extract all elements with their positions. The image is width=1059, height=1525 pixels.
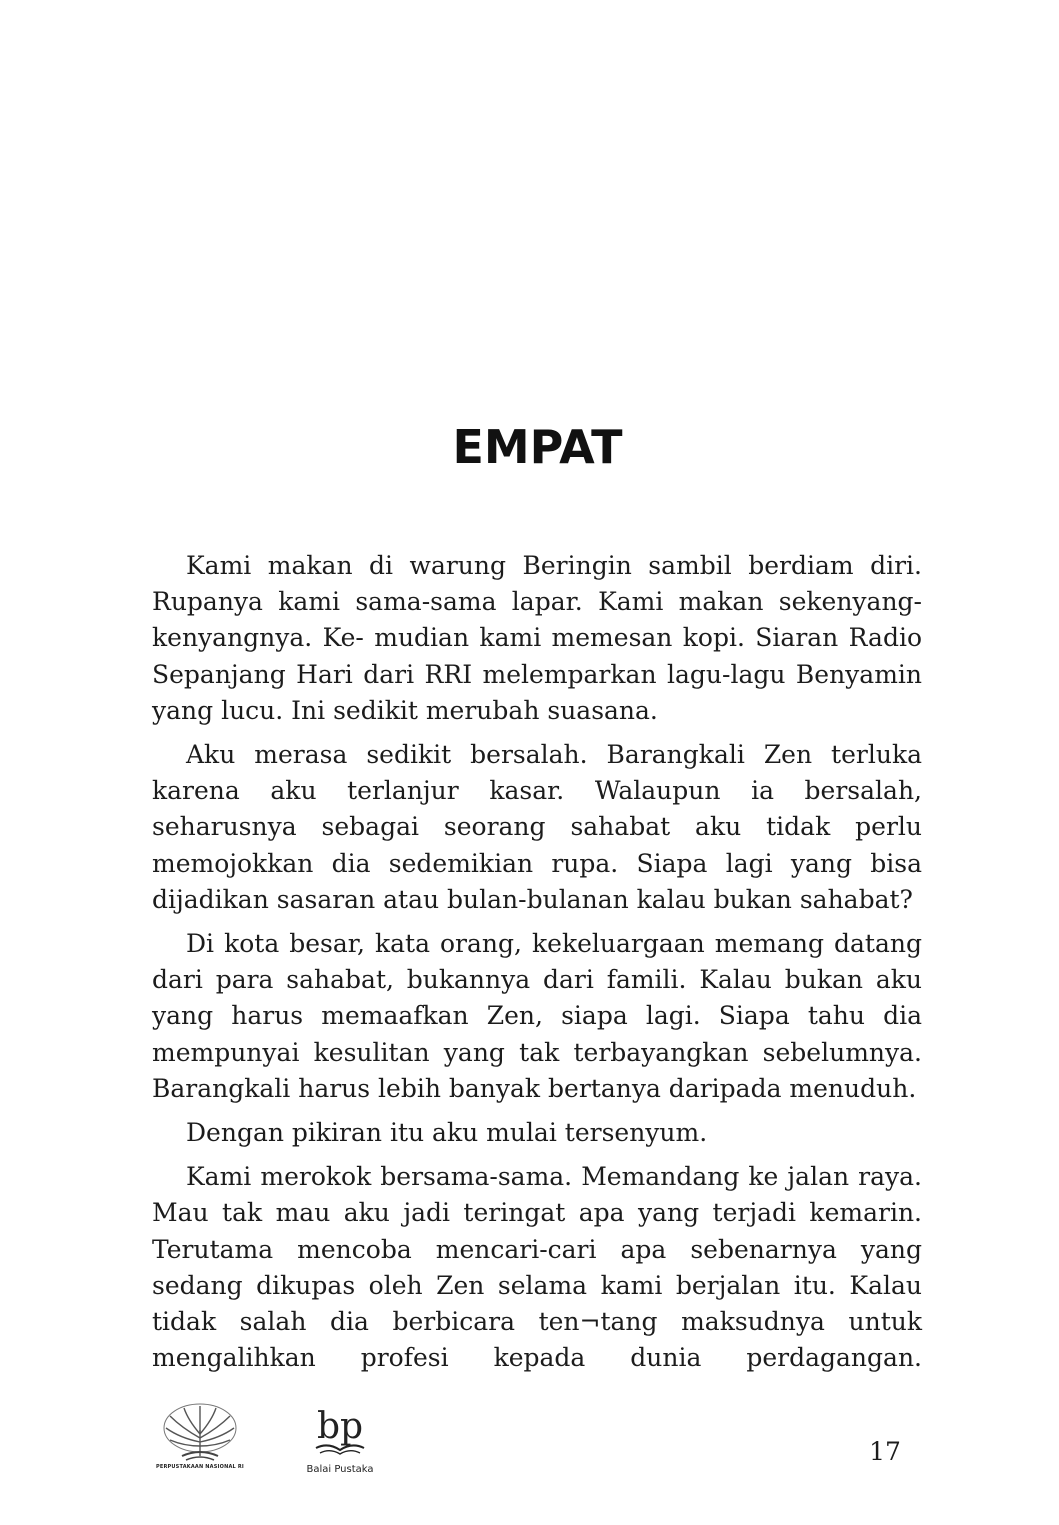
balai-pustaka-emblem-icon (290, 1400, 390, 1462)
paragraph-4: Dengan pikiran itu aku mulai tersenyum. (186, 1118, 708, 1148)
paragraph-1: Kami makan di warung Beringin sambil berdiam diri. Rupanya kami sama-sama lapar. Kami makan sekenyang-kenyangnya. Ke- mudian kami memesan kopi. Siaran Radio Sepanjang Hari dari RRI melemparkan lagu-lagu Benyamin yang lucu. Ini sedikit merubah suasana. (152, 551, 922, 725)
paragraph-3: Di kota besar, kata orang, kekeluargaan memang datang dari para sahabat, bukannya dari famili. Kalau bukan aku yang harus memaafkan Zen, siapa lagi. Siapa tahu dia mempunyai kesulitan yang tak terbayangkan sebelumnya. Barangkali harus lebih banyak bertanya daripada menuduh. (152, 929, 922, 1103)
perpustakaan-nasional-logo (130, 1398, 270, 1478)
page-number: 17 (869, 1437, 901, 1466)
right-logo-caption: Balai Pustaka (306, 1464, 374, 1475)
paragraph-5: Kami merokok bersama-sama. Memandang ke jalan raya. Mau tak mau aku jadi teringat apa yang terjadi kemarin. Terutama mencoba mencari-cari apa sebenarnya yang sedang dikupas oleh Zen selama kami berjalan itu. Kalau tidak salah dia berbicara ten¬tang maksudnya untuk mengalihkan profesi kepada dunia perdagangan. (152, 1162, 922, 1373)
body-text (152, 548, 922, 1384)
chapter-title: EMPAT (452, 420, 623, 474)
balai-pustaka-logo (290, 1400, 390, 1480)
left-logo-caption: PERPUSTAKAAN NASIONAL RI (156, 1464, 244, 1470)
tree-emblem-icon (130, 1398, 270, 1464)
balai-pustaka-mark: bp (316, 1406, 364, 1447)
paragraph-2: Aku merasa sedikit bersalah. Barangkali Zen terluka karena aku terlanjur kasar. Walaupun ia bersalah, seharusnya sebagai seorang sahabat aku tidak perlu memojokkan dia sedemikian rupa. Siapa lagi yang bisa dijadikan sasaran atau bulan-bulanan kalau bukan sahabat? (152, 740, 922, 914)
